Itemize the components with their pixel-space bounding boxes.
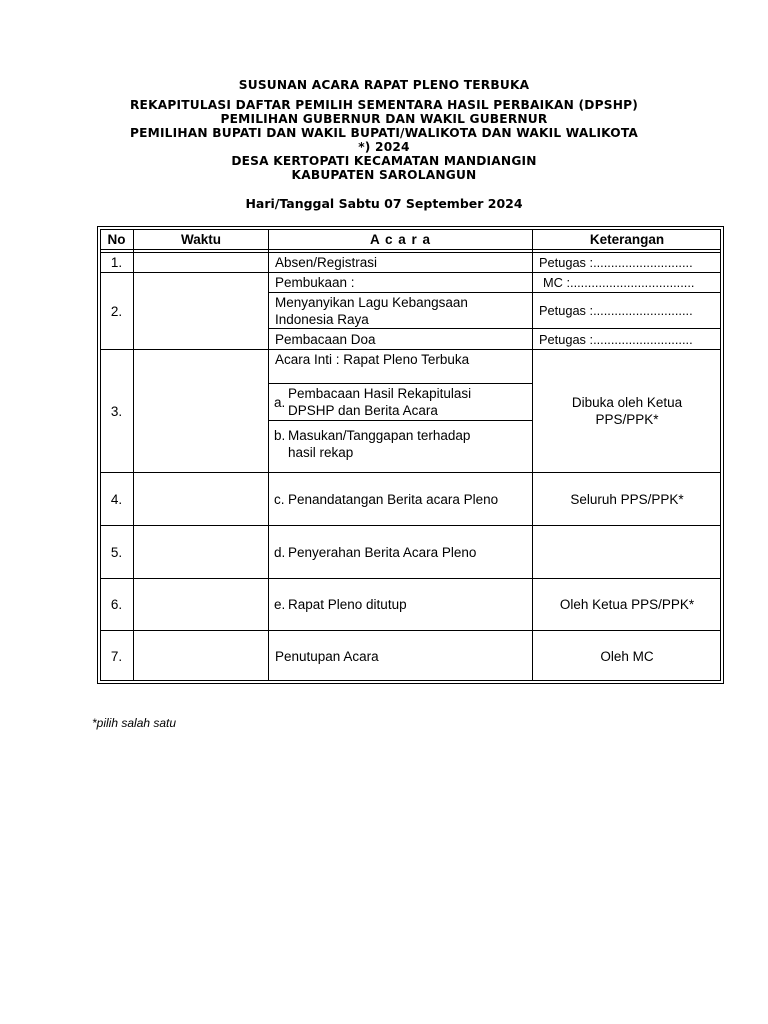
header-keterangan: Keterangan [589, 231, 665, 247]
row7-keterangan: Oleh MC [600, 648, 654, 664]
row5-acara [269, 526, 532, 578]
row5-acara-text: Penyerahan Berita Acara Pleno [288, 544, 477, 560]
row3-item-b-mark: b. [274, 428, 286, 443]
row3-item-b [269, 421, 532, 466]
title-line-6: DESA KERTOPATI KECAMATAN MANDIANGIN [231, 154, 537, 168]
row2-acara-b [269, 293, 532, 328]
row7-no: 7. [110, 648, 123, 664]
row6-acara-text: Rapat Pleno ditutup [288, 597, 407, 612]
row4-no: 4. [110, 491, 123, 507]
row2-acara-b-line2: Indonesia Raya [275, 311, 369, 327]
row5-mark: d. [274, 544, 286, 560]
title-line-2: REKAPITULASI DAFTAR PEMILIH SEMENTARA HASIL PERBAIKAN (DPSHP) [129, 98, 639, 112]
header-rule-1 [100, 249, 721, 250]
row2-keterangan-c: Petugas :............................ [539, 331, 693, 347]
row3-item-b-line1: Masukan/Tanggapan terhadap [288, 427, 471, 443]
row6-mark: e. [274, 597, 286, 612]
row2-no: 2. [110, 303, 123, 319]
title-line-3: PEMILIHAN GUBERNUR DAN WAKIL GUBERNUR [220, 112, 548, 126]
row6-no: 6. [110, 597, 123, 612]
row3-item-a-line1: Pembacaan Hasil Rekapitulasi [288, 386, 472, 401]
schedule-table [97, 226, 724, 684]
row7-acara: Penutupan Acara [275, 648, 379, 664]
title-line-1: SUSUNAN ACARA RAPAT PLENO TERBUKA [238, 78, 530, 92]
row4-mark: c. [274, 491, 285, 507]
header-no: No [107, 231, 126, 247]
header-acara: A c a r a [369, 231, 432, 247]
divider-no-waktu [133, 229, 134, 681]
title-line-5: *) 2024 [358, 140, 410, 154]
title-line-7: KABUPATEN SAROLANGUN [291, 168, 477, 182]
row3-keterangan [533, 350, 721, 472]
row4-keterangan: Seluruh PPS/PPK* [570, 491, 684, 507]
row6-acara [269, 579, 532, 630]
document-title [0, 78, 768, 182]
row2-acara-c: Pembacaan Doa [275, 331, 376, 347]
title-line-4: PEMILIHAN BUPATI DAN WAKIL BUPATI/WALIKOTA DAN WAKIL WALIKOTA [129, 126, 639, 140]
row1-acara: Absen/Registrasi [275, 255, 378, 270]
row3-keterangan-line1: Dibuka oleh Ketua [571, 395, 683, 410]
footnote: *pilih salah satu [92, 716, 177, 730]
row1-no: 1. [110, 255, 123, 270]
row5-no: 5. [110, 544, 123, 560]
row4-acara-text: Penandatangan Berita acara Pleno [288, 491, 499, 507]
row2-keterangan-b: Petugas :............................ [539, 303, 693, 318]
row2-keterangan-a: MC :................................... [543, 275, 695, 290]
row3-keterangan-line2: PPS/PPK* [595, 412, 659, 427]
date-line: Hari/Tanggal Sabtu 07 September 2024 [245, 196, 523, 211]
row5-keterangan [533, 526, 721, 578]
row3-item-a-line2: DPSHP dan Berita Acara [288, 403, 438, 418]
row1-keterangan: Petugas :............................ [539, 255, 693, 270]
header-waktu: Waktu [181, 231, 221, 247]
row4-acara [269, 473, 532, 525]
row2-acara-b-line1: Menyanyikan Lagu Kebangsaan [275, 294, 468, 310]
row3-item-b-line2: hasil rekap [288, 444, 354, 460]
row3-no: 3. [110, 403, 123, 419]
row3-acara-head: Acara Inti : Rapat Pleno Terbuka [275, 351, 470, 367]
row6-keterangan: Oleh Ketua PPS/PPK* [559, 597, 695, 612]
row2-acara-a: Pembukaan : [275, 275, 355, 290]
row3-item-a [269, 384, 532, 420]
row3-item-a-mark: a. [274, 394, 286, 410]
